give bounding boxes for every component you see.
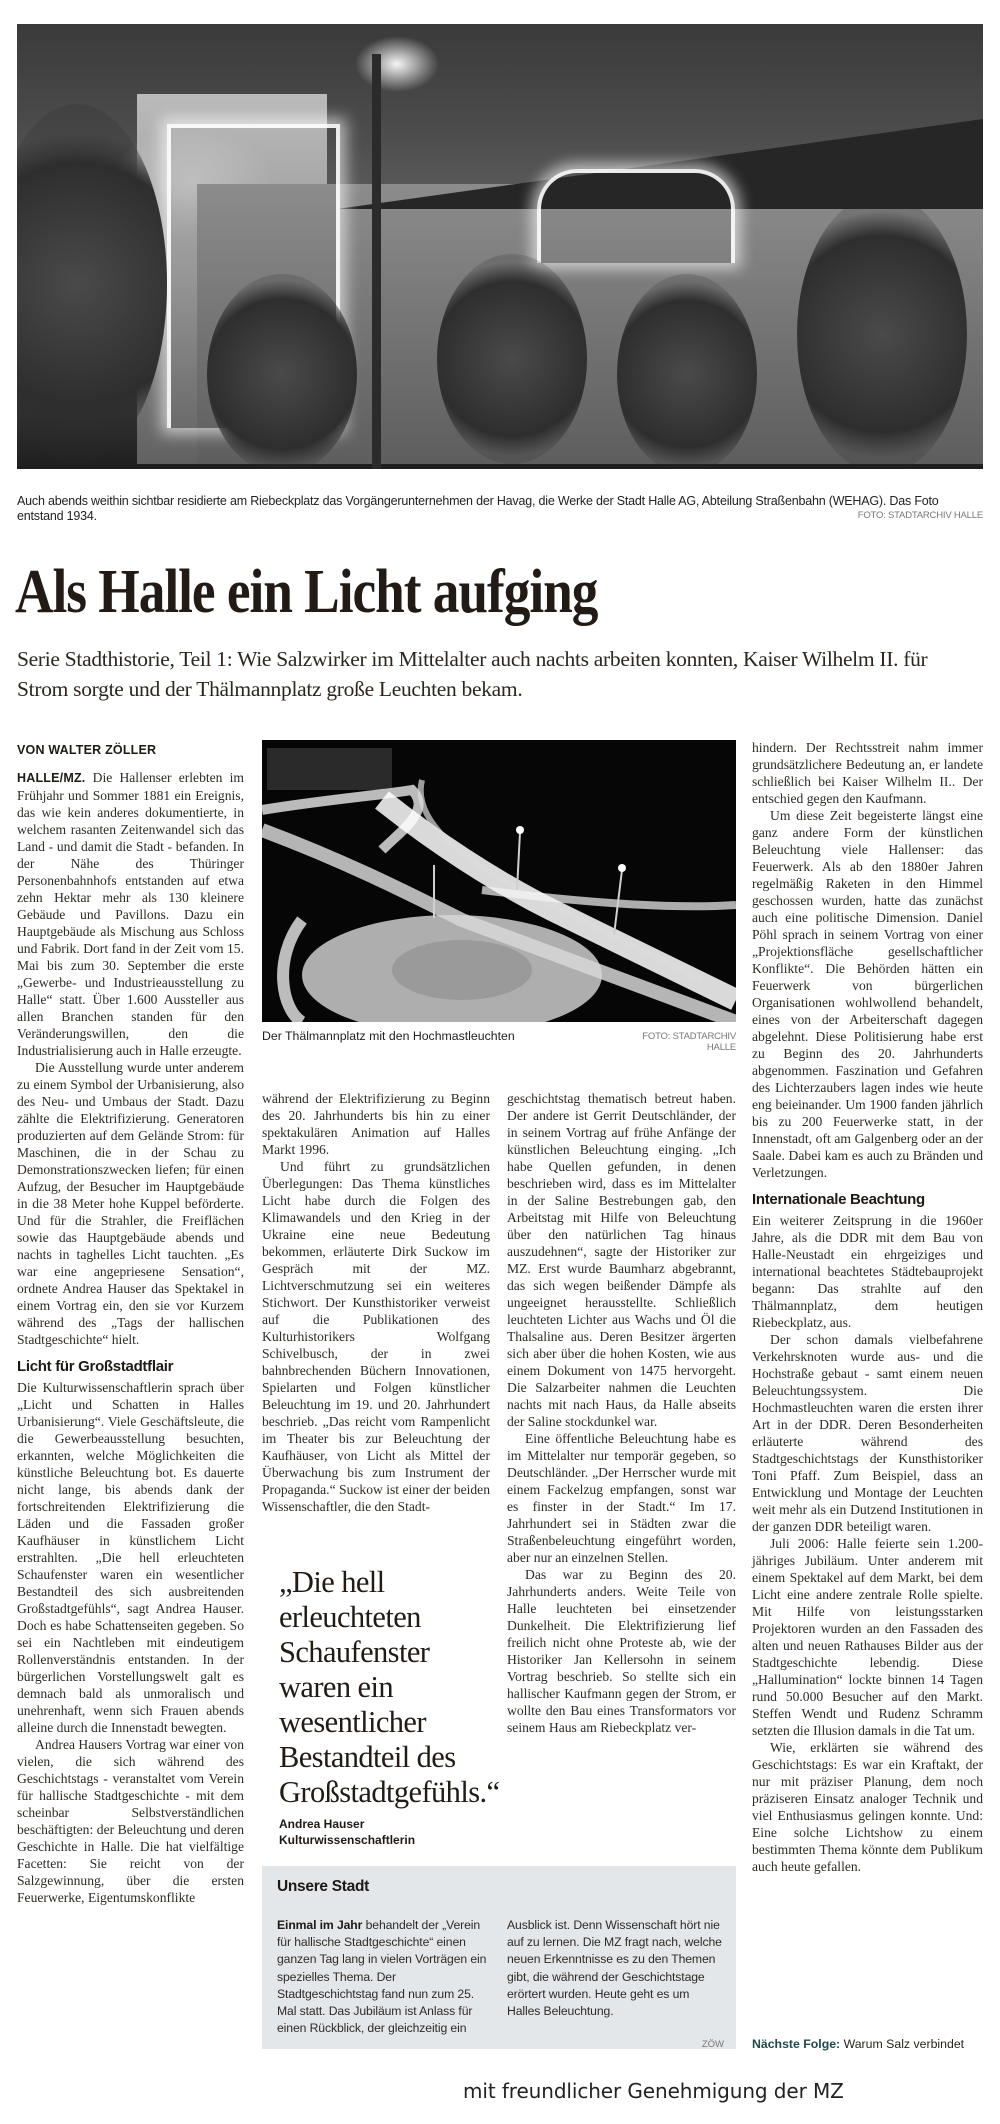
paragraph: Wie, erklärten sie während des Geschichtstags: Es war ein Kraftakt, der nur mit präziser Planung, dem noch präziseren Einsatz analoger Technik und viel Enthusiasmus gelingen konnte. Und: Eine solche Lichtshow zu einem bestimmten Thema könnte dem Publikum auch heute gefallen. xyxy=(752,1740,983,1874)
paragraph: geschichtstag thematisch betreut haben. Der andere ist Gerrit Deutschländer, der in seinem Vortrag auf frühe Anfänge der künstlichen Beleuchtung einging. „Ich habe Quellen gefunden, in denen beschrieben wird, dass es im Mittelalter in der Saline Bestrebungen gab, den Arbeitstag mit Hilfe von Beleuchtung über den natürlichen Tag hinaus auszudehnen“, sagte der Historiker zur MZ. Erst wurde Baumharz abgebrannt, das sich wegen beißender Dämpfe als ungeeignet herausstellte. Schließlich leuchteten Lichter aus Wachs und Öl die Thalsaline aus. Deren Besitzer ärgerten sich aber über die hohen Kosten, wie aus einem Dokument von 1475 hervorgeht. Die Salzarbeiter nahmen die Leuchten nachts mit nach Haus, da Halle abseits der Saline stockdunkel war. xyxy=(507,1091,736,1429)
info-box-text: behandelt der „Verein für hallische Stadtgeschichte“ einen ganzen Tag lang in vielen Vorträgen ein spezielles Thema. Der Stadtgeschichtstag fand nun zum 25. Mal statt. Das Jubiläum ist Anlass für einen Rückblick, der gleichzeitig ein xyxy=(277,1918,487,2036)
photo-roundabout-center xyxy=(392,940,532,1000)
mid-photo xyxy=(262,740,736,1022)
mid-photo-caption: Der Thälmannplatz mit den Hochmastleuchten xyxy=(262,1029,515,1043)
photo-distant-building xyxy=(267,748,392,790)
paragraph-text: Die Hallenser erlebten im Frühjahr und Sommer 1881 ein Ereignis, das wie kein anderes dokumentierte, in welchem rasanten Zeitenwandel sich das Land - und damit die Stadt - befanden. In der Nähe des Thüringer Personenbahnhofs entstanden auf etwa zehn Hektar mehr als 130 kleinere Gebäude und Pavillons. Dazu ein Hauptgebäude als Mischung aus Schloss und Fabrik. Dort fand in der Zeit vom 15. Mai bis zum 30. September die erste „Gewerbe- und Industrieausstellung zu Halle“ statt. Über 1.600 Aussteller aus allen Branchen standen für den Veränderungswillen, den die Industrialisierung auch in Halle erzeugte. xyxy=(17,770,244,1058)
article-byline: VON WALTER ZÖLLER xyxy=(17,743,157,757)
info-box-author-signature: ZÖW xyxy=(701,2039,724,2050)
section-heading: Licht für Großstadtflair xyxy=(17,1358,174,1375)
photo-tree xyxy=(207,274,357,469)
hero-photo-credit: FOTO: STADTARCHIV HALLE xyxy=(857,510,983,521)
paragraph: Das war zu Beginn des 20. Jahrhunderts anders. Weite Teile von Halle leuchteten bei einsetzender Dunkelheit. Die Elektrifizierung lief freilich nicht ohne Proteste ab, wie der Historiker Jan Kellersohn in seinem Vortrag beschrieb. So stellte sich ein hallischer Kaufmann gegen der Strom, er wollte den Bau eines Transformators vor seinem Haus am Riebeckplatz ver- xyxy=(507,1567,736,1735)
photo-tree xyxy=(617,274,757,469)
pull-quote-author: Andrea Hauser xyxy=(279,1817,365,1831)
article-column-1 xyxy=(17,769,244,1906)
next-episode-label: Nächste Folge: xyxy=(752,2037,841,2051)
paragraph: hindern. Der Rechtsstreit nahm immer grundsätzlichere Bedeutung an, er landete schließlich bei Kaiser Wilhelm II.. Der entschied gegen den Kaufmann. xyxy=(752,740,983,806)
paragraph: Um diese Zeit begeisterte längst eine ganz andere Form der künstlichen Beleuchtung viele Hallenser: das Feuerwerk. Als ab den 1880er Jahren regelmäßig Raketen in den Himmel geschossen wurden, hatte das zunächst auch eine politische Dimension. Daniel Pöhl sprach in seinem Vortrag von einer „Projektionsfläche gesellschaftlicher Konflikte“. Die Behörden hätten ein Feuerwerk von bürgerlichen Organisationen wohlwollend behandelt, eines von der Arbeiterschaft dagegen abgelehnt. Diese Politisierung habe erst zu Beginn des 20. Jahrhunderts abgenommen. Faszination und Gefahren des Lichterzaubers lagen indes wie heute eng beieinander. Um 1900 fanden jährlich bis zu 200 Feuerwerke statt, in der Innenstadt, oft am Galgenberg oder an der Saale. Dabei kam es auch zu Bränden und Verletzungen. xyxy=(752,808,983,1180)
article-subheadline: Serie Stadthistorie, Teil 1: Wie Salzwirker im Mittelalter auch nachts arbeiten konnten, Kaiser Wilhelm II. für Strom sorgte und der Thälmannplatz große Leuchten bekam. xyxy=(17,647,928,701)
permission-note: mit freundlicher Genehmigung der MZ xyxy=(463,2079,844,2103)
article-column-2 xyxy=(262,1090,490,1515)
mid-photo-credit: FOTO: STADTARCHIV HALLE xyxy=(642,1031,736,1053)
info-box-lead: Einmal im Jahr xyxy=(277,1918,363,1932)
article-headline: Als Halle ein Licht aufging xyxy=(15,558,598,626)
photo-light-outline-gable xyxy=(537,169,735,263)
pull-quote-text: „Die hell erleuchteten Schaufenster waren ein wesentlicher Bestandteil des Großstadtgefühls.“ xyxy=(279,1565,500,1809)
hero-caption: Auch abends weithin sichtbar residierte am Riebeckplatz das Vorgängerunternehmen der Havag, die Werke der Stadt Halle AG, Abteilung Straßenbahn (WEHAG). Das Foto entstand 1934. xyxy=(17,494,939,523)
photo-lamp-light xyxy=(516,826,524,834)
paragraph: Ein weiterer Zeitsprung in die 1960er Jahre, als die DDR mit dem Bau von Halle-Neustadt ein ehrgeiziges und international beachtetes Städtebauprojekt begann: Das strahlte auf den Thälmannplatz, dem heutigen Riebeckplatz, aus. xyxy=(752,1213,983,1330)
paragraph: Die Kulturwissenschaftlerin sprach über „Licht und Schatten in Halles Urbanisierung“. Viele Geschäftsleute, die die Gewerbeausstellung besuchten, erkannten, welche Möglichkeiten die künstliche Beleuchtung bot. Es dauerte nicht lange, bis abends dank der fortschreitenden Elektrifizierung die Läden und die Fassaden großer Kaufhäuser in künstlichem Licht erstrahlten. „Die hell erleuchteten Schaufenster waren ein wesentlicher Bestandteil des sich ausbreitenden Großstadtgefühls“, sagt Andrea Hauser. Doch es habe Schattenseiten gegeben. So sei ein Nachtleben mit eindeutigem Rollenverständnis entstanden. In der bürgerlichen Vorstellungswelt galt es demnach bald als unmoralisch und unehrenhaft, wenn sich Frauen abends alleine durch die Innenstadt bewegten. xyxy=(17,1380,244,1735)
paragraph xyxy=(17,769,244,1059)
paragraph: Eine öffentliche Beleuchtung habe es im Mittelalter nur temporär gegeben, so Deutschländer. „Der Herrscher wurde mit einem Fackelzug empfangen, sonst war es finster in der Stadt.“ Im 17. Jahrhundert sei in Städten zwar die Straßenbeleuchtung eingeführt worden, aber nur an einzelnen Stellen. xyxy=(507,1431,736,1565)
pull-quote xyxy=(279,1565,500,1848)
article-column-3 xyxy=(507,1090,736,1736)
photo-street-lamp xyxy=(372,54,381,469)
next-episode-note xyxy=(752,2036,983,2053)
article-column-4 xyxy=(752,739,983,1875)
next-episode-text: Warum Salz verbindet xyxy=(840,2037,965,2051)
paragraph: Andrea Hausers Vortrag war einer von vielen, die sich während des Geschichtstags - veranstaltet vom Verein für hallische Stadtgeschichte - mit dem scheinbar Selbstverständlichen beschäftigten: der Beleuchtung und deren Geschichte in Halle. Die hat vielfältige Facetten: Sie reicht von der Salzgewinnung, über die ersten Feuerwerke, Eigentumskonflikte xyxy=(17,1737,244,1905)
photo-lamp-light xyxy=(618,864,626,872)
info-box-title: Unsere Stadt xyxy=(277,1878,370,1895)
paragraph: Die Ausstellung wurde unter anderem zu einem Symbol der Urbanisierung, also des Neu- und Umbaus der Stadt. Dazu zählte die Elektrifizierung. Generatoren produzierten auf dem Gelände Strom: für Maschinen, die in der Schau zu Demonstrationszwecken liefen; für einen Aufzug, der Besucher im Hauptgebäude in die 38 Meter hohe Kuppel beförderte. Und für die Strahler, die Freiflächen sowie das Hauptgebäude abends und nachts in taghelles Licht tauchten. „Es war eine angepriesene Sensation“, ordnete Andrea Hauser das Spektakel in einem Vortrag ein, den sie vor Kurzem während des „Tags der hallischen Stadtgeschichte“ hielt. xyxy=(17,1060,244,1347)
dateline: HALLE/MZ. xyxy=(17,771,86,785)
info-box-column-2: Ausblick ist. Denn Wissenschaft hört nie auf zu lernen. Die MZ fragt nach, welche neuen Erkenntnisse es zu den Themen gibt, die während der Geschichtstage erörtert wurden. Heute geht es um Halles Beleuchtung. xyxy=(507,1918,722,2019)
info-box-unsere-stadt xyxy=(262,1866,736,2049)
photo-tree xyxy=(437,254,587,464)
paragraph: während der Elektrifizierung zu Beginn des 20. Jahrhunderts bis hin zu einer spektakulären Animation auf Halles Markt 1996. xyxy=(262,1091,490,1157)
hero-photo xyxy=(17,24,983,469)
info-box-column-1 xyxy=(277,1917,492,2037)
paragraph: Und führt zu grundsätzlichen Überlegungen: Das Thema künstliches Licht habe durch die Folgen des Klimawandels und den Krieg in der Ukraine eine neue Bedeutung bekommen, erläuterte Dirk Suckow im Gespräch mit der MZ. Lichtverschmutzung sei ein weiteres Stichwort. Der Kunsthistoriker verweist auf die Publikationen des Kulturhistorikers Wolfgang Schivelbusch, der in zwei bahnbrechenden Büchern Innovationen, Spielarten und Folgen künstlicher Beleuchtung im 19. und 20. Jahrhundert beschrieb. „Das reicht vom Rampenlicht im Theater bis zur Beleuchtung der Kaufhäuser, von Licht als Mittel der Überwachung bis zum Instrument der Propaganda.“ Suckow ist einer der beiden Wissenschaftler, die den Stadt- xyxy=(262,1159,491,1514)
photo-tree xyxy=(797,194,967,469)
pull-quote-author-role: Kulturwissenschaftlerin xyxy=(279,1833,416,1847)
photo-interchange-night xyxy=(262,740,736,1022)
paragraph: Juli 2006: Halle feierte sein 1.200-jähriges Jubiläum. Unter anderem mit einem Spektakel auf dem Markt, bei dem Licht eine andere zentrale Rolle spielte. Mit Hilfe von leistungsstarken Projektoren wurden an den Fassaden des alten und neuen Rathauses Bilder aus der Stadtgeschichte lebendig. Diese „Hallumination“ lockte binnen 14 Tagen rund 50.000 Besucher auf den Markt. Steffen Wendt und Rudenz Schramm setzten die Illusion damals in die Tat um. xyxy=(752,1536,983,1738)
section-heading: Internationale Beachtung xyxy=(752,1191,925,1208)
paragraph: Der schon damals vielbefahrene Verkehrsknoten wurde aus- und die Hochstraße gebaut - samt einem neuen Beleuchtungssystem. Die Hochmastleuchten waren die ersten ihrer Art in der DDR. Deren Besonderheiten erläuterte während des Stadtgeschichtstags der Kunsthistoriker Toni Pfaff. Zum Beispiel, dass an Entwicklung und Montage der Leuchten weit mehr als ein Dutzend Institutionen in der ganzen DDR beteiligt waren. xyxy=(752,1332,983,1534)
